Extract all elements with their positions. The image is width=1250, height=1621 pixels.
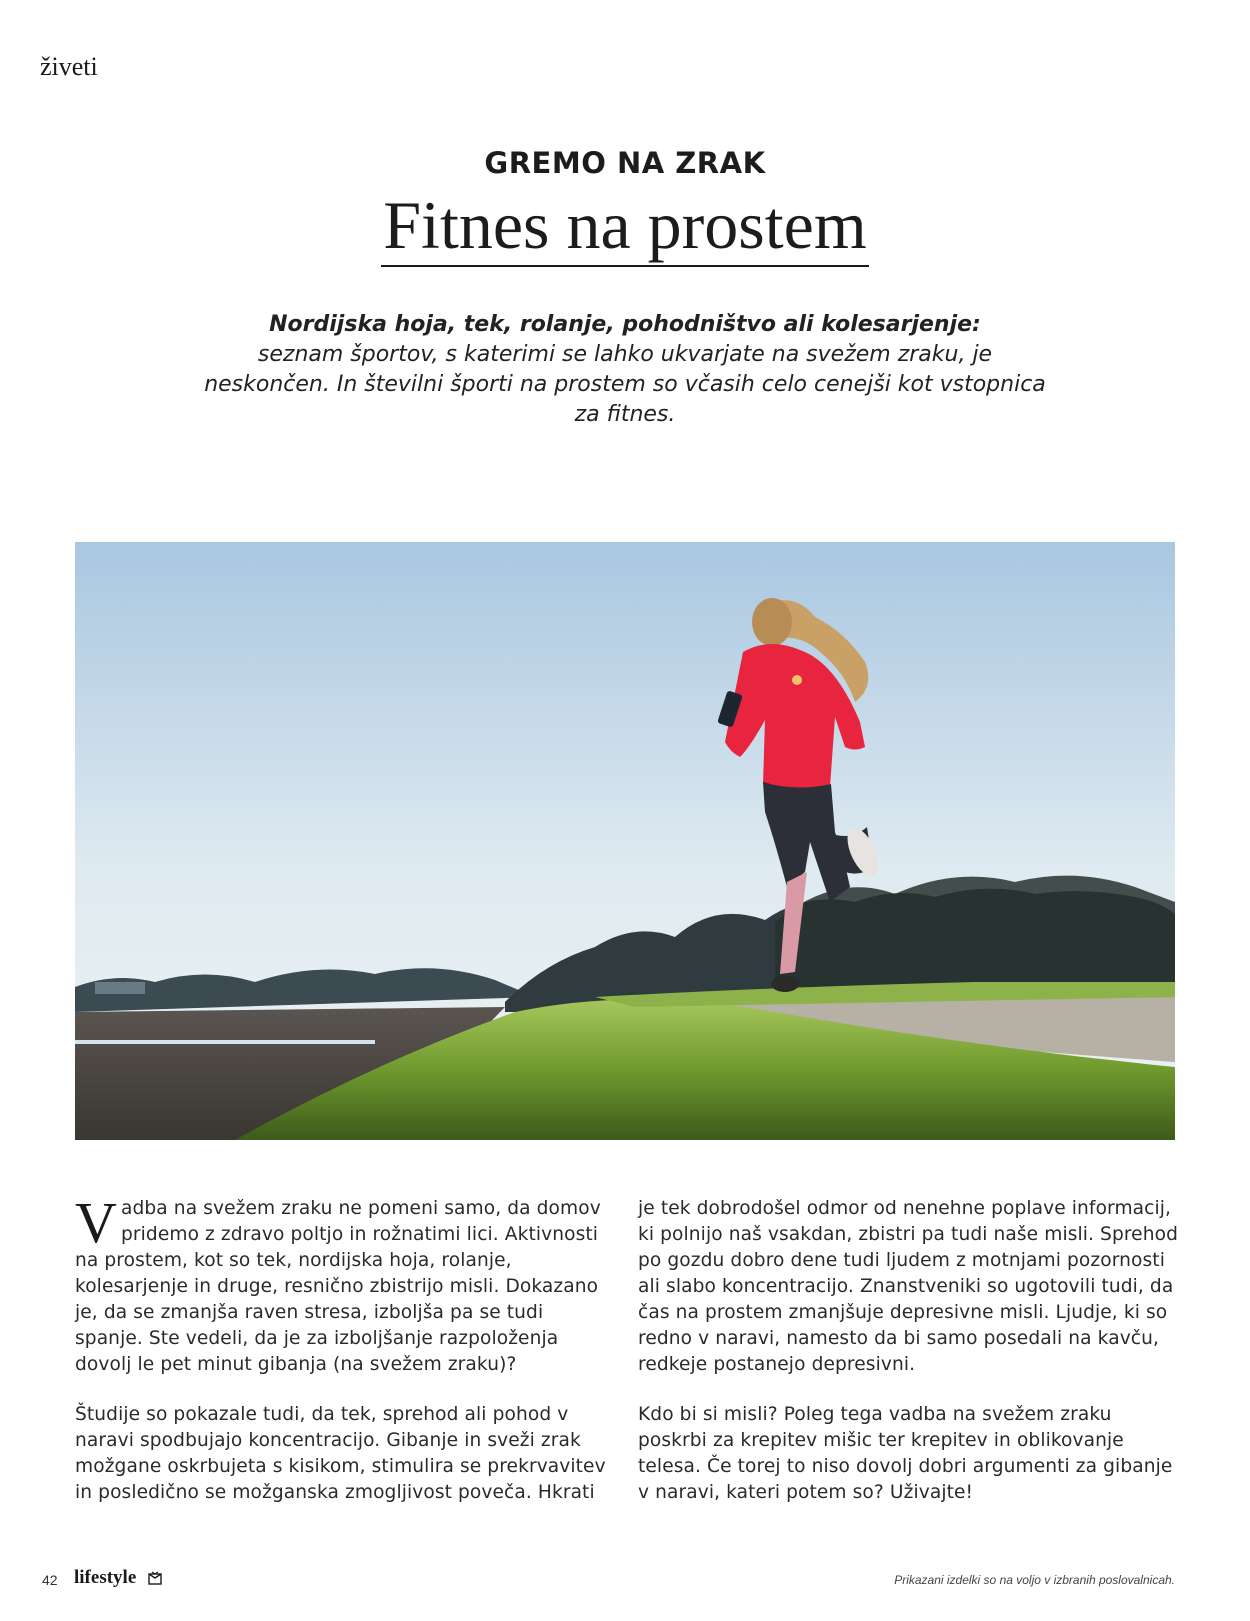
column-right: [638, 1196, 1178, 1530]
brand-gift-icon: [148, 1571, 162, 1585]
paragraph-2: Študije so pokazale tudi, da tek, sprehod ali pohod v naravi spodbujajo koncentracijo. Gibanje in sveži zrak možgane oskrbujeta s kisikom, stimulira se prekrvavitev in posledično se možganska zmogljivost poveča. Hkrati: [75, 1404, 606, 1503]
paragraph-1: [75, 1190, 615, 1378]
dropcap: V: [75, 1190, 117, 1255]
lead-text: seznam športov, s katerimi se lahko ukvarjate na svežem zraku, je neskončen. In številni športi na prostem so včasih celo cenejši kot vstopnica za fitnes.: [204, 342, 1046, 427]
article-kicker: GREMO NA ZRAK: [484, 146, 766, 180]
runner-photo: [75, 542, 1175, 1140]
paragraph-4: Kdo bi si misli? Poleg tega vadba na svežem zraku poskrbi za krepitev mišic ter krepitev in oblikovanje telesa. Če torej to niso dovolj dobri argumenti za gibanje v naravi, kateri potem so? Uživajte!: [638, 1404, 1173, 1503]
column-left: [75, 1190, 615, 1530]
article-title: Fitnes na prostem: [381, 187, 869, 267]
paragraph-1-text: adba na svežem zraku ne pomeni samo, da domov pridemo z zdravo poltjo in rožnatimi lici. Aktivnosti na prostem, kot so tek, nordijska hoja, rolanje, kolesarjenje in druge, resnično zbistrijo misli. Dokazano je, da se zmanjša raven stresa, izboljša pa se tudi spanje. Ste vedeli, da je za izboljšanje razpoloženja dovolj le pet minut gibanja (na svežem zraku)?: [75, 1198, 601, 1375]
paragraph-3: je tek dobrodošel odmor od nenehne poplave informacij, ki polnijo naš vsakdan, zbistri pa tudi naše misli. Sprehod po gozdu dobro dene tudi ljudem z motnjami pozornosti ali slabo koncentracijo. Znanstveniki so ugotovili tudi, da čas na prostem zmanjšuje depresivne misli. Ljudje, ki so redno v naravi, namesto da bi samo posedali na kavču, redkeje postanejo depresivni.: [638, 1198, 1178, 1375]
page-number: 42: [42, 1572, 58, 1588]
article-title-wrap: [0, 187, 1250, 263]
section-label: živeti: [40, 52, 98, 81]
brand-name: lifestyle: [74, 1567, 137, 1588]
lead-bold: Nordijska hoja, tek, rolanje, pohodništvo ali kolesarjenje:: [269, 312, 981, 337]
footer-disclaimer: Prikazani izdelki so na voljo v izbranih poslovalnicah.: [894, 1573, 1175, 1587]
article-lead: [200, 310, 1050, 430]
